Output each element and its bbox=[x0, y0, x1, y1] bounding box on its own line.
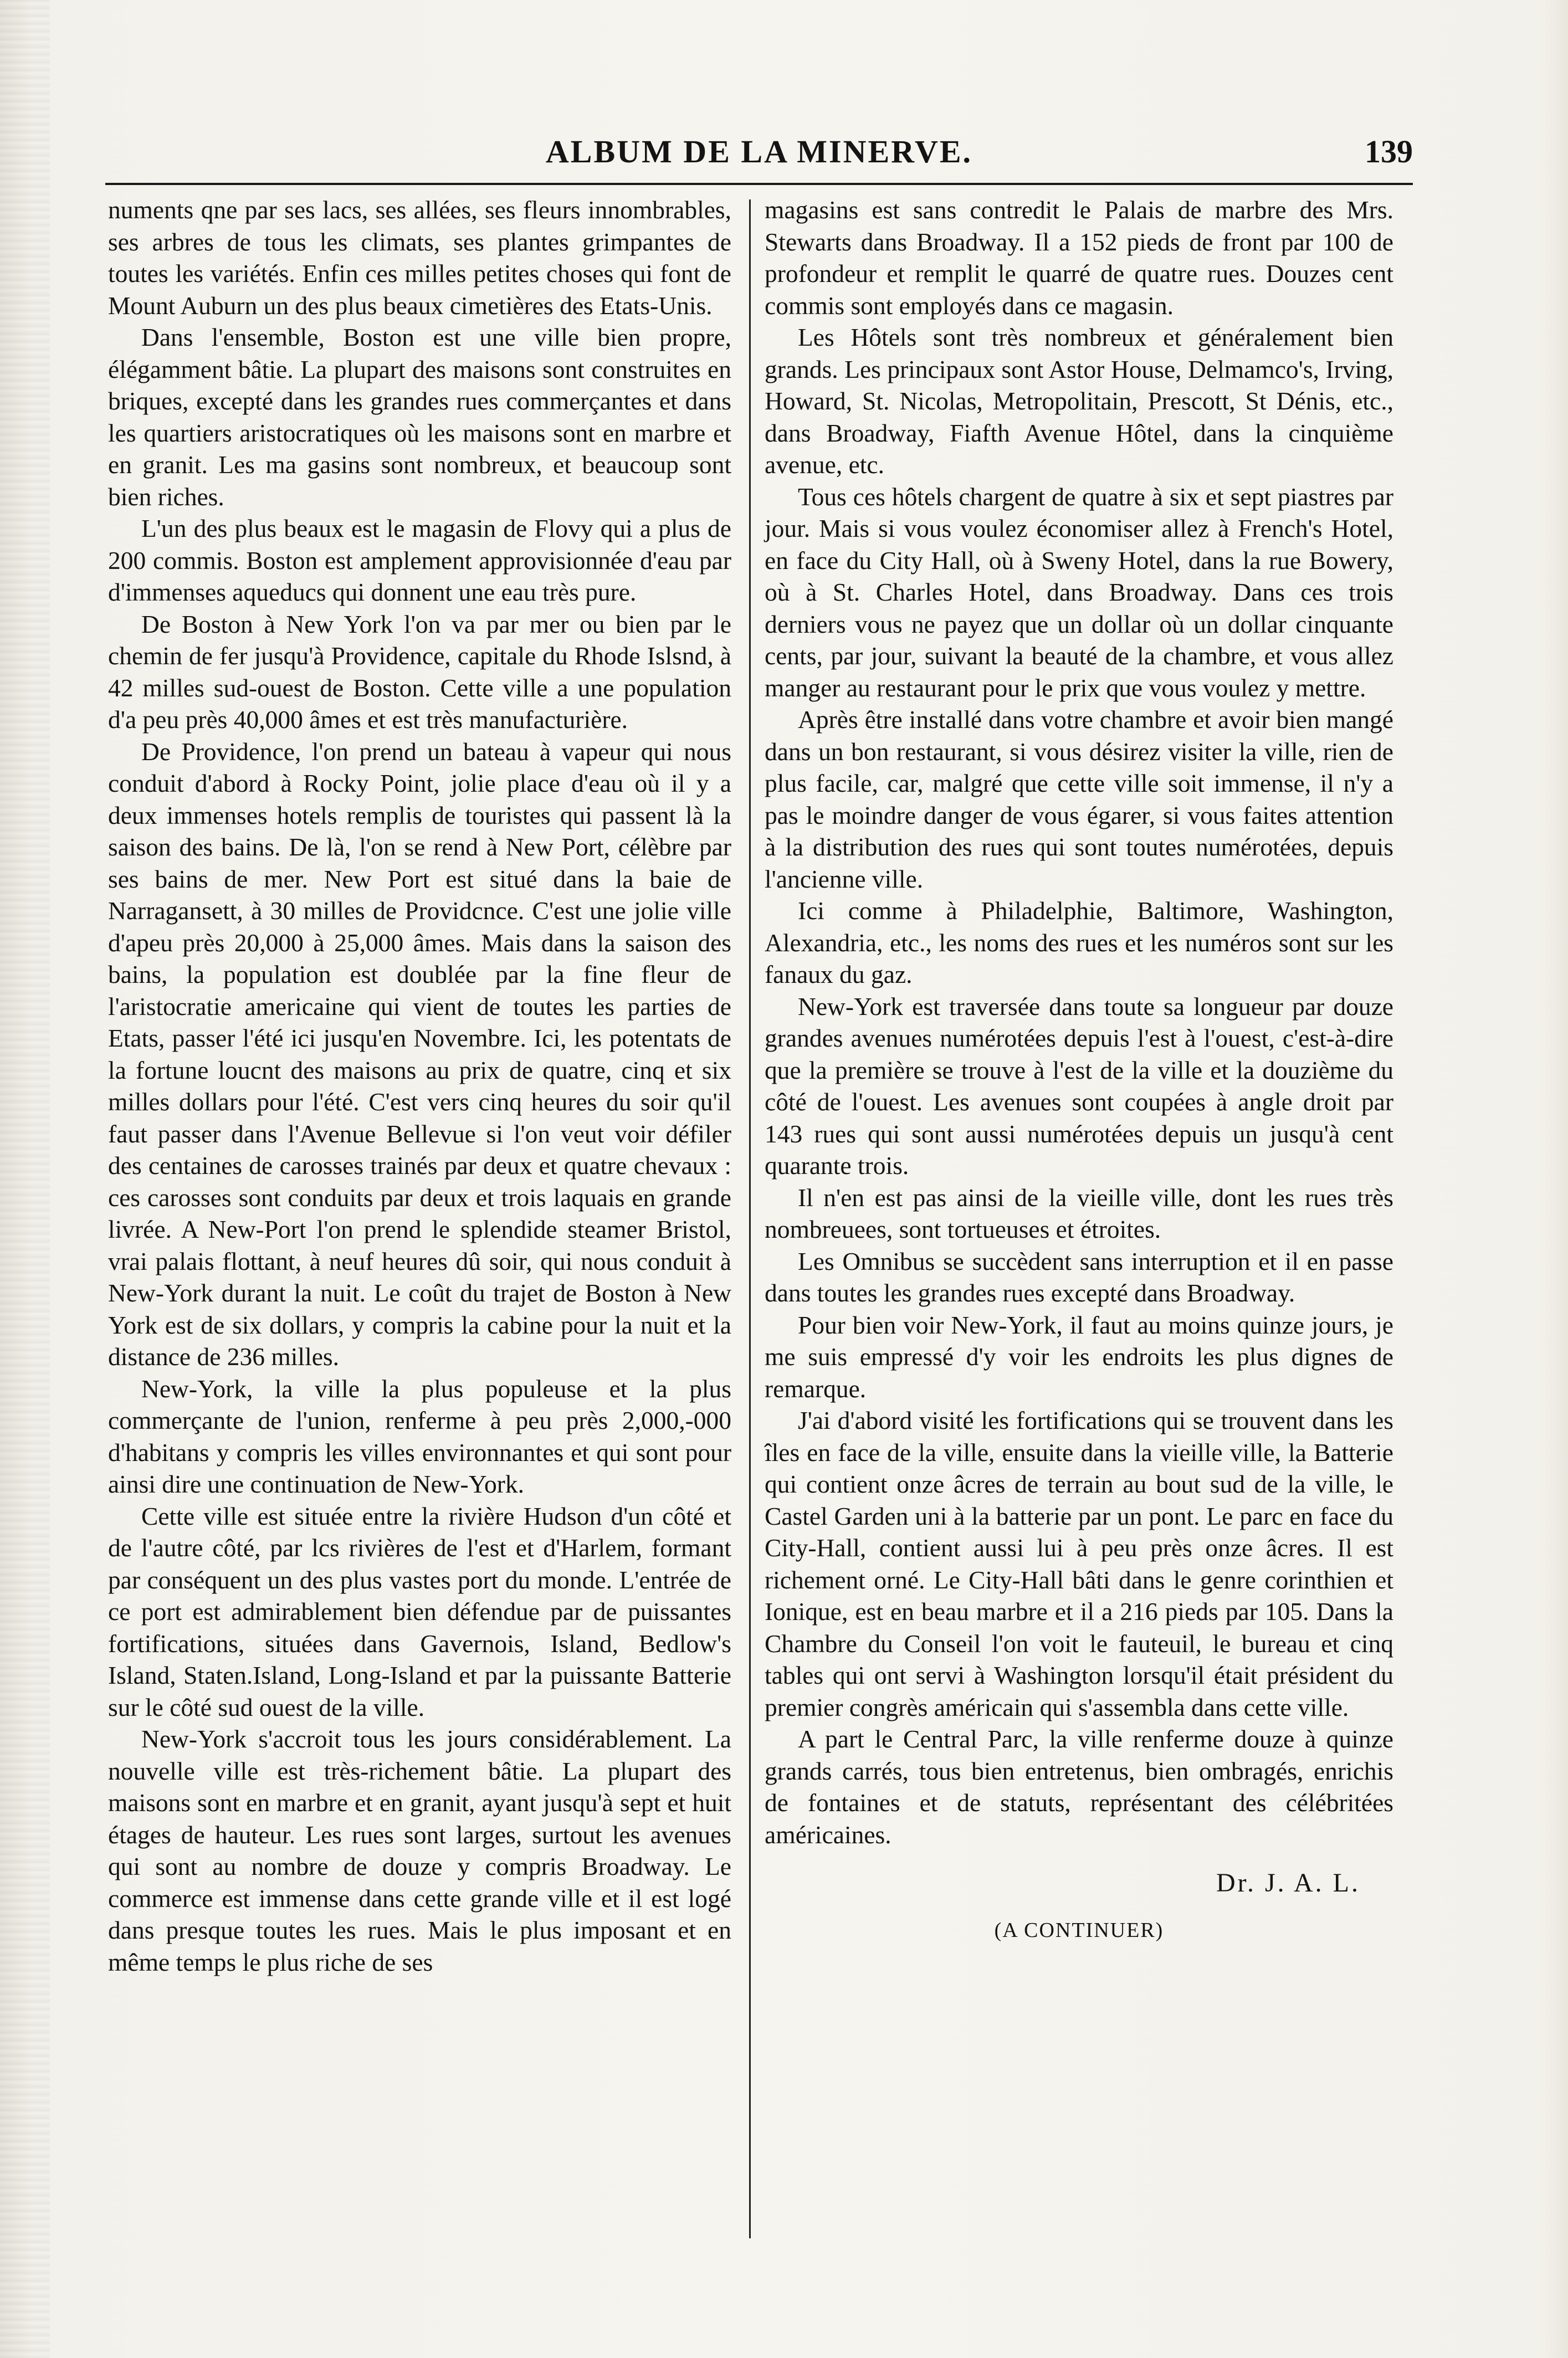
paragraph: Cette ville est située entre la rivière Hudson d'un côté et de l'autre côté, par lcs rivières de l'est et d'Harlem, formant par conséquent un des plus vastes port du monde. L'entrée de ce port est admirablement bien défendue par de puissantes fortifications, situées dans Gavernois, Island, Bedlow's Island, Staten.Island, Long-Island et par la puissante Batterie sur le côté sud ouest de la ville. bbox=[108, 1501, 731, 1721]
author-signature: Dr. J. A. L. bbox=[1216, 1868, 1360, 1898]
right-column bbox=[765, 194, 1393, 1946]
running-head bbox=[105, 133, 1413, 183]
paragraph: Dans l'ensemble, Boston est une ville bien propre, élégamment bâtie. La plupart des maisons sont construites en briques, excepté dans les grandes rues commerçantes et dans les quartiers aristocratiques où les maisons sont en marbre et en granit. Les ma gasins sont nombreux, et beaucoup sont bien riches. bbox=[108, 323, 731, 511]
paragraph: New-York s'accroit tous les jours considérablement. La nouvelle ville est très-richement bâtie. La plupart des maisons sont en marbre et en granit, ayant jusqu'à sept et huit étages de hauteur. Les rues sont larges, surtout les avenues qui sont au nombre de douze y compris Broadway. Le commerce est immense dans cette grande ville et il est logé dans presque toutes les rues. Mais le plus imposant et en même temps le plus riche de ses bbox=[108, 1725, 731, 1976]
right-column-paragraphs bbox=[765, 194, 1393, 1850]
continuation-note: (A CONTINUER) bbox=[994, 1918, 1164, 1942]
paragraph: Après être installé dans votre chambre et avoir bien mangé dans un bon restaurant, si vous désirez visiter la ville, rien de plus facile, car, malgré que cette ville soit immense, il n'y a pas le moindre danger de vous égarer, si vous faites attention à la distribution des rues qui sont toutes numérotées, depuis l'ancienne ville. bbox=[765, 705, 1393, 893]
column-divider bbox=[749, 199, 751, 2238]
paragraph: New-York, la ville la plus populeuse et la plus commerçante de l'union, renferme à peu près 2,000,-000 d'habitans y compris les villes environnantes et qui sont pour ainsi dire une continuation de New-York. bbox=[108, 1374, 731, 1498]
paragraph: L'un des plus beaux est le magasin de Flovy qui a plus de 200 commis. Boston est amplement approvisionnée d'eau par d'immenses aqueducs qui donnent une eau très pure. bbox=[108, 514, 731, 606]
paragraph: New-York est traversée dans toute sa longueur par douze grandes avenues numérotées depuis l'est à l'ouest, c'est-à-dire que la première se trouve à l'est de la ville et la douzième du côté de l'ouest. Les avenues sont coupées à angle droit par 143 rues qui sont aussi numérotées depuis un jusqu'à cent quarante trois. bbox=[765, 992, 1393, 1180]
paragraph: De Boston à New York l'on va par mer ou bien par le chemin de fer jusqu'à Providence, capitale du Rhode Islsnd, à 42 milles sud-ouest de Boston. Cette ville a une population d'a peu près 40,000 âmes et est très manufacturière. bbox=[108, 609, 731, 734]
paragraph: magasins est sans contredit le Palais de marbre des Mrs. Stewarts dans Broadway. Il a 152 pieds de front par 100 de profondeur et remplit le quarré de quatre rues. Douzes cent commis sont employés dans ce magasin. bbox=[765, 196, 1393, 320]
page-number: 139 bbox=[1365, 134, 1413, 170]
paragraph: J'ai d'abord visité les fortifications qui se trouvent dans les îles en face de la ville, ensuite dans la vieille ville, la Batterie qui contient onze âcres de terrain au bout sud de la ville, le Castel Garden uni à la batterie par un pont. Le parc en face du City-Hall, contient aussi lui à peu près onze âcres. Il est richement orné. Le City-Hall bâti dans le genre corinthien et Ionique, est en beau marbre et il a 216 pieds par 105. Dans la Chambre du Conseil l'on voit le fauteuil, le bureau et cinq tables qui ont servi à Washington lorsqu'il était président du premier congrès américain qui s'assembla dans cette ville. bbox=[765, 1406, 1393, 1721]
paragraph: Tous ces hôtels chargent de quatre à six et sept piastres par jour. Mais si vous voulez économiser allez à French's Hotel, en face du City Hall, où à Sweny Hotel, dans la rue Bowery, où à St. Charles Hotel, dans Broadway. Dans ces trois derniers vous ne payez que un dollar où un dollar cinquante cents, par jour, suivant la beauté de la chambre, et vous allez manger au restaurant pour le prix que vous voulez y mettre. bbox=[765, 482, 1393, 702]
paragraph: Les Hôtels sont très nombreux et généralement bien grands. Les principaux sont Astor House, Delmamco's, Irving, Howard, St. Nicolas, Metropolitain, Prescott, St Dénis, etc., dans Broadway, Fiafth Avenue Hôtel, dans la cinquième avenue, etc. bbox=[765, 323, 1393, 479]
left-column bbox=[108, 194, 731, 1978]
paragraph: numents qne par ses lacs, ses allées, ses fleurs innombrables, ses arbres de tous les climats, ses plantes grimpantes de toutes les variétés. Enfin ces milles petites choses qui font de Mount Auburn un des plus beaux cimetières des Etats-Unis. bbox=[108, 196, 731, 320]
publication-title: ALBUM DE LA MINERVE. bbox=[545, 134, 973, 170]
paragraph: Les Omnibus se succèdent sans interruption et il en passe dans toutes les grandes rues excepté dans Broadway. bbox=[765, 1247, 1393, 1307]
scan-edge bbox=[0, 0, 50, 2358]
paragraph: De Providence, l'on prend un bateau à vapeur qui nous conduit d'abord à Rocky Point, jolie place d'eau où il y a deux immenses hotels remplis de touristes qui passent là la saison des bains. De là, l'on se rend à New Port, célèbre par ses bains de mer. New Port est situé dans la baie de Narragansett, à 30 milles de Providcnce. C'est une jolie ville d'apeu près 20,000 à 25,000 âmes. Mais dans la saison des bains, la population est doublée par la fine fleur de l'aristocratie americaine qui vient de toutes les parties de Etats, passer l'été ici jusqu'en Novembre. Ici, les potentats de la fortune loucnt des maisons au prix de quatre, cinq et six milles dollars pour l'été. C'est vers cinq heures du soir qu'il faut passer dans l'Avenue Bellevue si l'on veut voir défiler des centaines de carosses trainés par deux et quatre chevaux : ces carosses sont conduits par deux et trois laquais en grande livrée. A New-Port l'on prend le splendide steamer Bristol, vrai palais flottant, à neuf heures dû soir, qui nous conduit à New-York durant la nuit. Le coût du trajet de Boston à New York est de six dollars, y compris la cabine pour la nuit et la distance de 236 milles. bbox=[108, 737, 731, 1371]
paragraph: Ici comme à Philadelphie, Baltimore, Washington, Alexandria, etc., les noms des rues et les numéros sont sur les fanaux du gaz. bbox=[765, 896, 1393, 988]
paragraph: Il n'en est pas ainsi de la vieille ville, dont les rues très nombreuees, sont tortueuses et étroites. bbox=[765, 1183, 1393, 1243]
paragraph: A part le Central Parc, la ville renferme douze à quinze grands carrés, tous bien entretenus, bien ombragés, enrichis de fontaines et de statuts, représentant des célébritées américaines. bbox=[765, 1725, 1393, 1849]
header-rule bbox=[105, 183, 1413, 185]
paragraph: Pour bien voir New-York, il faut au moins quinze jours, je me suis empressé d'y voir les endroits les plus dignes de remarque. bbox=[765, 1310, 1393, 1403]
